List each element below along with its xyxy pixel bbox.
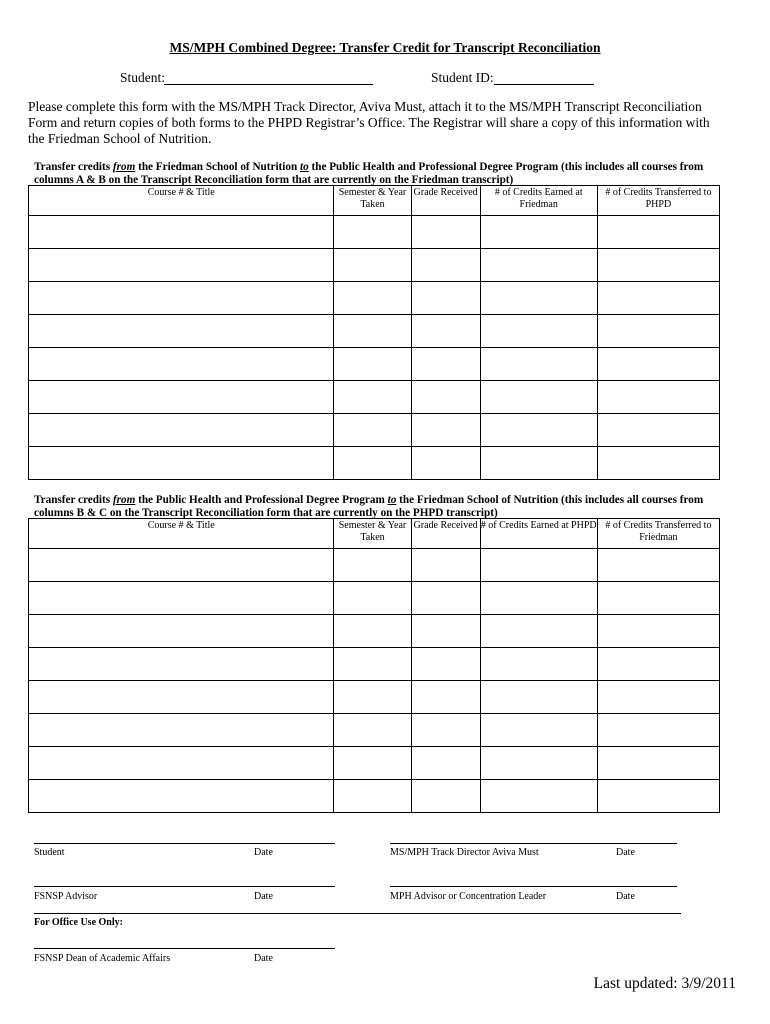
semester-year-cell[interactable]	[334, 414, 411, 447]
col-semester-year: Semester & Year Taken	[334, 186, 411, 216]
col-semester-year: Semester & Year Taken	[334, 519, 411, 549]
table-row	[29, 249, 720, 282]
fsnsp-advisor-signature-line[interactable]	[34, 886, 335, 887]
credits-earned-cell[interactable]	[480, 282, 597, 315]
semester-year-cell[interactable]	[334, 447, 411, 480]
student-signature-line[interactable]	[34, 843, 335, 844]
student-name-field[interactable]	[164, 84, 373, 85]
credits-transferred-cell[interactable]	[597, 414, 719, 447]
credits-transferred-cell[interactable]	[597, 648, 719, 681]
student-label: Student:	[120, 70, 166, 85]
semester-year-cell[interactable]	[334, 648, 411, 681]
credits-transferred-cell[interactable]	[597, 780, 719, 813]
grade-cell[interactable]	[411, 780, 480, 813]
course-title-cell[interactable]	[29, 348, 334, 381]
table-row	[29, 780, 720, 813]
credits-transferred-cell[interactable]	[597, 615, 719, 648]
course-title-cell[interactable]	[29, 747, 334, 780]
grade-cell[interactable]	[411, 615, 480, 648]
grade-cell[interactable]	[411, 249, 480, 282]
semester-year-cell[interactable]	[334, 549, 411, 582]
semester-year-cell[interactable]	[334, 282, 411, 315]
grade-cell[interactable]	[411, 216, 480, 249]
credits-earned-cell[interactable]	[480, 447, 597, 480]
table-row	[29, 714, 720, 747]
last-updated: Last updated: 3/9/2011	[593, 975, 736, 992]
credits-earned-cell[interactable]	[480, 348, 597, 381]
col-grade: Grade Received	[411, 519, 480, 549]
grade-cell[interactable]	[411, 648, 480, 681]
semester-year-cell[interactable]	[334, 315, 411, 348]
student-signature-label: Student	[34, 847, 65, 858]
dean-signature-line[interactable]	[34, 948, 335, 949]
section1-table	[28, 185, 720, 480]
mph-advisor-label: MPH Advisor or Concentration Leader	[390, 891, 547, 902]
course-title-cell[interactable]	[29, 714, 334, 747]
course-title-cell[interactable]	[29, 216, 334, 249]
col-course-title: Course # & Title	[29, 519, 334, 549]
semester-year-cell[interactable]	[334, 681, 411, 714]
credits-transferred-cell[interactable]	[597, 216, 719, 249]
credits-transferred-cell[interactable]	[597, 714, 719, 747]
table-row	[29, 582, 720, 615]
office-use-divider	[34, 913, 681, 914]
credits-transferred-cell[interactable]	[597, 549, 719, 582]
credits-transferred-cell[interactable]	[597, 681, 719, 714]
course-title-cell[interactable]	[29, 549, 334, 582]
office-use-label: For Office Use Only:	[34, 917, 123, 928]
credits-earned-cell[interactable]	[480, 216, 597, 249]
credits-earned-cell[interactable]	[480, 714, 597, 747]
grade-cell[interactable]	[411, 681, 480, 714]
semester-year-cell[interactable]	[334, 780, 411, 813]
grade-cell[interactable]	[411, 282, 480, 315]
semester-year-cell[interactable]	[334, 747, 411, 780]
credits-transferred-cell[interactable]	[597, 447, 719, 480]
table-row	[29, 381, 720, 414]
mph-advisor-signature-line[interactable]	[390, 886, 677, 887]
credits-transferred-cell[interactable]	[597, 747, 719, 780]
credits-earned-cell[interactable]	[480, 414, 597, 447]
credits-earned-cell[interactable]	[480, 780, 597, 813]
course-title-cell[interactable]	[29, 681, 334, 714]
table-row	[29, 615, 720, 648]
table-row	[29, 216, 720, 249]
grade-cell[interactable]	[411, 414, 480, 447]
course-title-cell[interactable]	[29, 282, 334, 315]
fsnsp-advisor-date-label: Date	[254, 891, 273, 902]
credits-earned-cell[interactable]	[480, 747, 597, 780]
semester-year-cell[interactable]	[334, 216, 411, 249]
credits-transferred-cell[interactable]	[597, 582, 719, 615]
table-row	[29, 549, 720, 582]
grade-cell[interactable]	[411, 348, 480, 381]
student-id-label: Student ID:	[431, 70, 494, 85]
credits-earned-cell[interactable]	[480, 648, 597, 681]
table-row	[29, 681, 720, 714]
credits-earned-cell[interactable]	[480, 549, 597, 582]
instructions: Please complete this form with the MS/MPH Track Director, Aviva Must, attach it to the MS/MPH Transcript Reconciliation Form and return copies of both forms to the PHPD Registrar’s Office. The Registrar will share a copy of this information with the Friedman School of Nutrition.	[28, 99, 710, 146]
grade-cell[interactable]	[411, 315, 480, 348]
track-director-label: MS/MPH Track Director Aviva Must	[390, 847, 539, 858]
course-title-cell[interactable]	[29, 381, 334, 414]
course-title-cell[interactable]	[29, 249, 334, 282]
credits-earned-cell[interactable]	[480, 381, 597, 414]
col-course-title: Course # & Title	[29, 186, 334, 216]
grade-cell[interactable]	[411, 747, 480, 780]
track-director-date-label: Date	[616, 847, 635, 858]
section2-table	[28, 518, 720, 813]
table-row	[29, 447, 720, 480]
course-title-cell[interactable]	[29, 414, 334, 447]
fsnsp-advisor-label: FSNSP Advisor	[34, 891, 98, 902]
semester-year-cell[interactable]	[334, 615, 411, 648]
semester-year-cell[interactable]	[334, 714, 411, 747]
credits-transferred-cell[interactable]	[597, 381, 719, 414]
grade-cell[interactable]	[411, 582, 480, 615]
dean-date-label: Date	[254, 953, 273, 964]
credits-earned-cell[interactable]	[480, 615, 597, 648]
credits-transferred-cell[interactable]	[597, 249, 719, 282]
mph-advisor-date-label: Date	[616, 891, 635, 902]
course-title-cell[interactable]	[29, 780, 334, 813]
course-title-cell[interactable]	[29, 648, 334, 681]
student-date-label: Date	[254, 847, 273, 858]
table-row	[29, 414, 720, 447]
col-credits-transferred: # of Credits Transferred to PHPD	[597, 186, 719, 216]
col-grade: Grade Received	[411, 186, 480, 216]
table-row	[29, 348, 720, 381]
table-row	[29, 315, 720, 348]
table-row	[29, 648, 720, 681]
semester-year-cell[interactable]	[334, 348, 411, 381]
semester-year-cell[interactable]	[334, 582, 411, 615]
course-title-cell[interactable]	[29, 615, 334, 648]
grade-cell[interactable]	[411, 549, 480, 582]
course-title-cell[interactable]	[29, 447, 334, 480]
semester-year-cell[interactable]	[334, 381, 411, 414]
semester-year-cell[interactable]	[334, 249, 411, 282]
grade-cell[interactable]	[411, 447, 480, 480]
credits-earned-cell[interactable]	[480, 681, 597, 714]
course-title-cell[interactable]	[29, 582, 334, 615]
col-credits-earned: # of Credits Earned at PHPD	[480, 519, 597, 549]
table-row	[29, 282, 720, 315]
grade-cell[interactable]	[411, 714, 480, 747]
credits-transferred-cell[interactable]	[597, 348, 719, 381]
grade-cell[interactable]	[411, 381, 480, 414]
form-title: MS/MPH Combined Degree: Transfer Credit for Transcript Reconciliation	[169, 40, 601, 55]
credits-transferred-cell[interactable]	[597, 315, 719, 348]
credits-earned-cell[interactable]	[480, 315, 597, 348]
section2-heading: Transfer credits from the Public Health and Professional Degree Program to the Friedman School of Nutrition (this includes all courses from columns B & C on the Transcript Reconciliation form that are currently on the PHPD transcript)	[34, 494, 704, 519]
table-row	[29, 747, 720, 780]
student-id-field[interactable]	[494, 84, 594, 85]
course-title-cell[interactable]	[29, 315, 334, 348]
track-director-signature-line[interactable]	[390, 843, 677, 844]
col-credits-earned: # of Credits Earned at Friedman	[480, 186, 597, 216]
credits-earned-cell[interactable]	[480, 249, 597, 282]
credits-earned-cell[interactable]	[480, 582, 597, 615]
dean-label: FSNSP Dean of Academic Affairs	[34, 953, 171, 964]
col-credits-transferred: # of Credits Transferred to Friedman	[597, 519, 719, 549]
credits-transferred-cell[interactable]	[597, 282, 719, 315]
section1-heading: Transfer credits from the Friedman School of Nutrition to the Public Health and Professional Degree Program (this includes all courses from columns A & B on the Transcript Reconciliation form that are currently on the Friedman transcript)	[34, 161, 704, 186]
